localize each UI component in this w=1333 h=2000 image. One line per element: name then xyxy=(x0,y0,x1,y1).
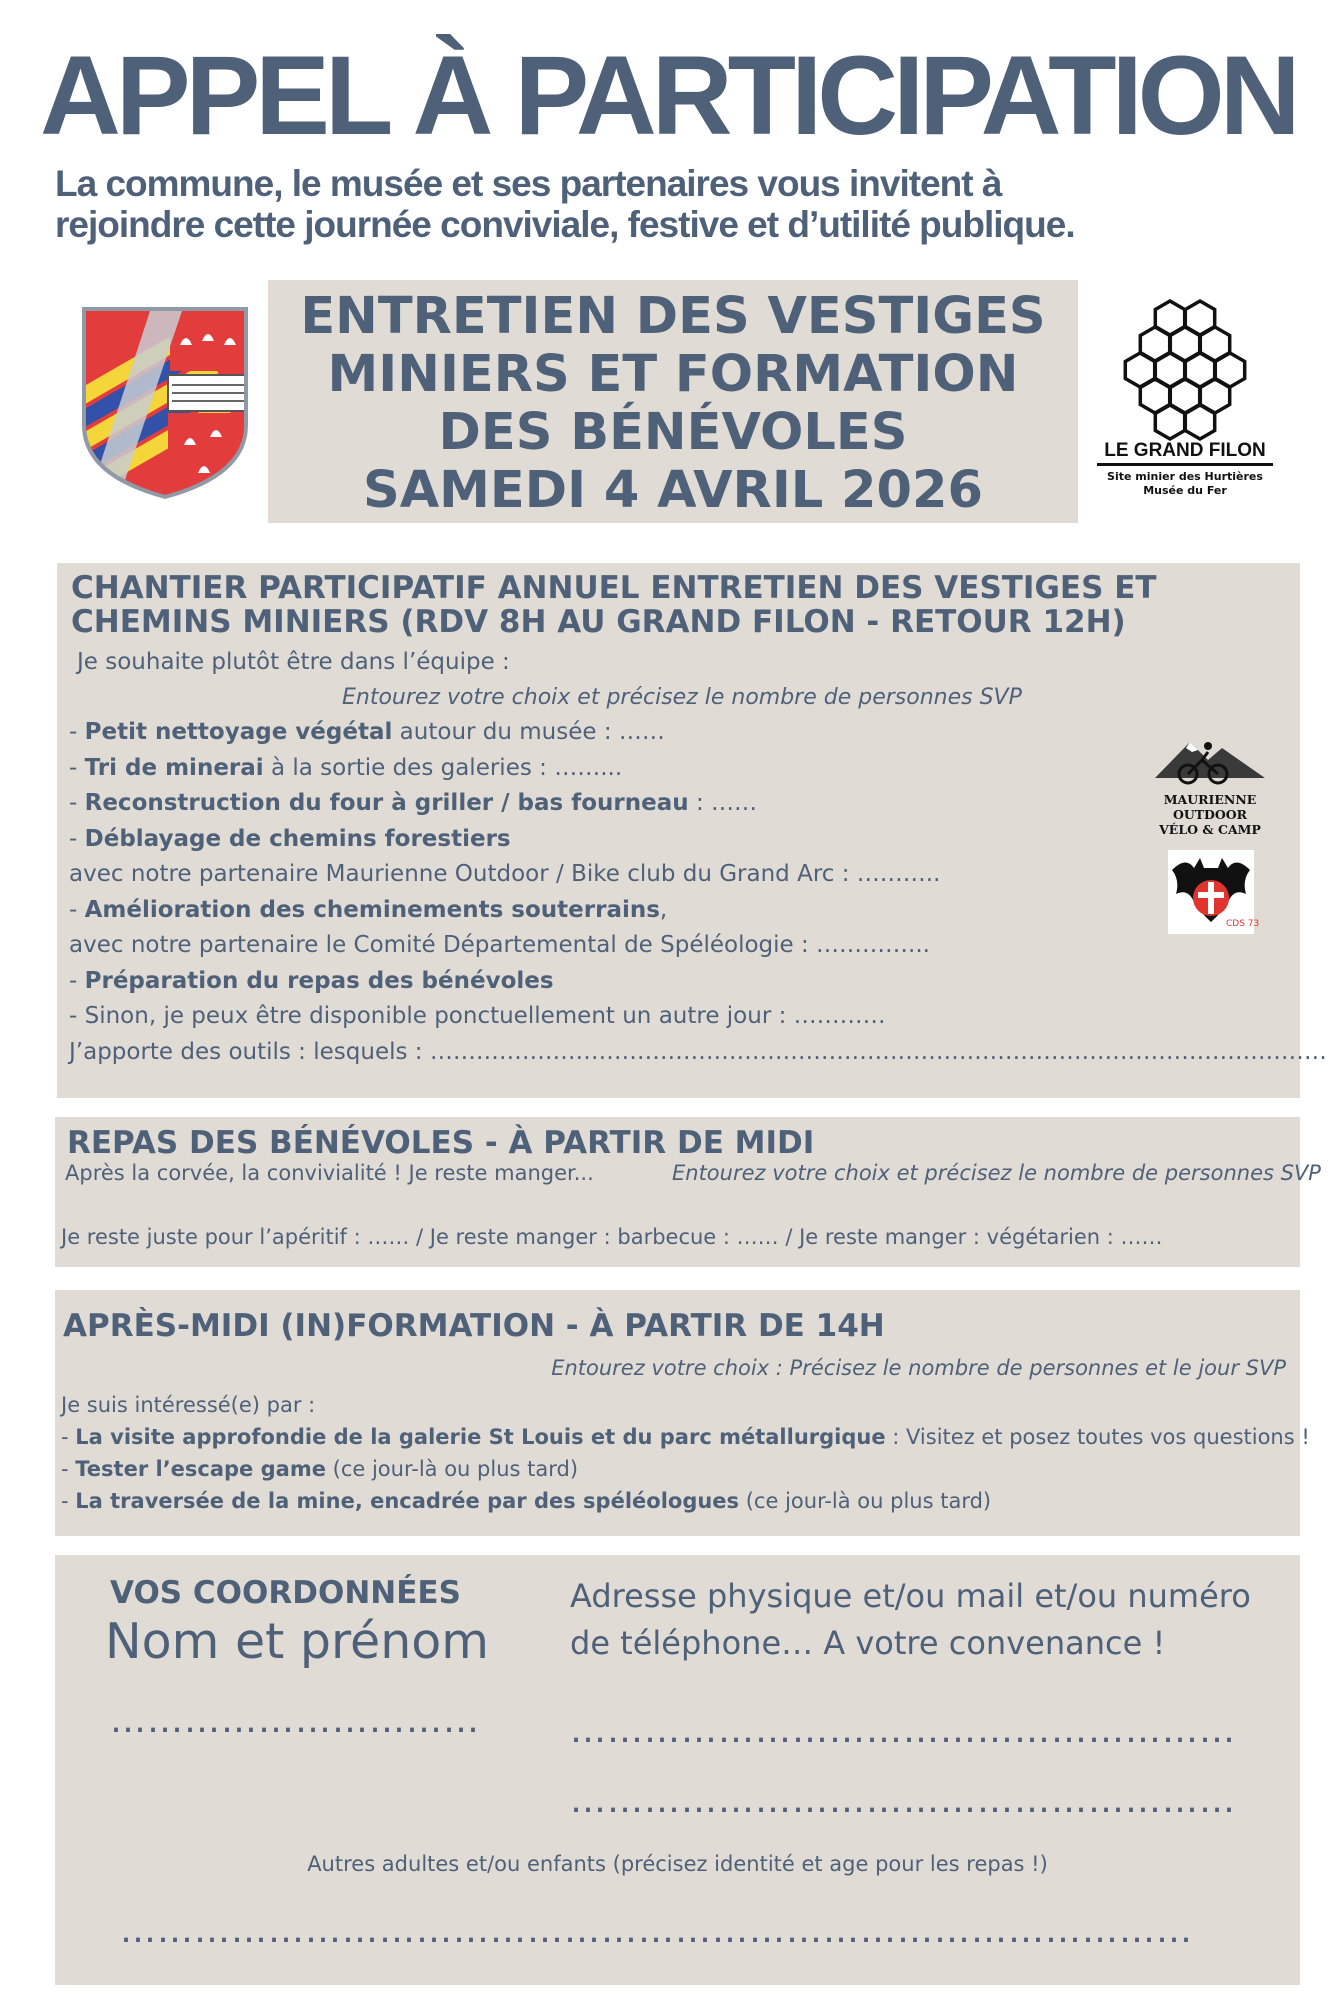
subtitle xyxy=(55,163,1305,245)
event-line: MINIERS ET FORMATION xyxy=(327,345,1019,404)
contact-field[interactable]: ……………………………………………… xyxy=(570,1780,1236,1821)
apres-midi-item: - La visite approfondie de la galerie St Louis et du parc métallurgique : Visitez et posez toutes vos questions ! xyxy=(61,1425,1310,1449)
chantier-item: - Tri de minerai à la sortie des galeries : ……... xyxy=(69,754,623,781)
chantier-intro: Je souhaite plutôt être dans l’équipe : xyxy=(77,649,510,675)
repas-instruction: Entourez votre choix et précisez le nombre de personnes SVP xyxy=(672,1161,1321,1185)
apres-midi-instruction: Entourez votre choix : Précisez le nombre de personnes et le jour SVP xyxy=(551,1356,1286,1380)
contact-label xyxy=(570,1573,1251,1667)
repas-title: REPAS DES BÉNÉVOLES - À PARTIR DE MIDI xyxy=(67,1125,815,1161)
contact-label-line: de téléphone… A votre convenance ! xyxy=(570,1624,1166,1662)
grand-filon-logo xyxy=(1090,298,1280,508)
event-date: SAMEDI 4 AVRIL 2026 xyxy=(362,461,984,520)
chantier-item: - Reconstruction du four à griller / bas fourneau : …… xyxy=(69,790,758,816)
event-banner xyxy=(268,280,1078,523)
divider xyxy=(1097,463,1273,466)
chantier-title-line: CHANTIER PARTICIPATIF ANNUEL ENTRETIEN DES VESTIGES ET xyxy=(71,570,1157,606)
apres-midi-intro: Je suis intéressé(e) par : xyxy=(61,1393,316,1417)
maurienne-outdoor-logo xyxy=(1135,728,1285,837)
event-line: ENTRETIEN DES VESTIGES xyxy=(300,287,1046,346)
chantier-instruction: Entourez votre choix et précisez le nombre de personnes SVP xyxy=(342,685,1022,710)
hexagon-grid-icon xyxy=(1110,298,1260,434)
chantier-item: J’apporte des outils : lesquels : ……………………………………………………………………………………………………… xyxy=(69,1038,1327,1065)
grand-filon-sub: Musée du Fer xyxy=(1143,484,1227,497)
subtitle-line: La commune, le musée et ses partenaires vous invitent à xyxy=(55,163,1002,204)
cds-label: CDS 73 xyxy=(1226,919,1260,929)
cds-speleology-logo xyxy=(1168,850,1260,934)
maurienne-name: MAURIENNE OUTDOOR xyxy=(1163,792,1257,822)
event-line: DES BÉNÉVOLES xyxy=(438,403,908,462)
others-label: Autres adultes et/ou enfants (précisez identité et age pour les repas !) xyxy=(307,1852,1048,1876)
chantier-section xyxy=(57,563,1327,1098)
chantier-title xyxy=(71,571,1157,639)
chantier-item: - Déblayage de chemins forestiers xyxy=(69,825,511,852)
chantier-item: avec notre partenaire Maurienne Outdoor / Bike club du Grand Arc : ……….. xyxy=(69,861,941,887)
chantier-item: - Sinon, je peux être disponible ponctuellement un autre jour : ………… xyxy=(69,1003,886,1029)
repas-options: Je reste juste pour l’apéritif : …… / Je reste manger : barbecue : …… / Je reste manger : végétarien : …… xyxy=(61,1225,1163,1249)
others-field[interactable]: …………………………………………………………………………… xyxy=(120,1910,1193,1951)
mountain-bike-icon xyxy=(1150,728,1270,788)
chantier-item: avec notre partenaire le Comité Départemental de Spéléologie : …………... xyxy=(69,932,930,958)
repas-intro: Après la corvée, la convivialité ! Je reste manger... xyxy=(65,1161,594,1185)
chantier-item: - Petit nettoyage végétal autour du musée : …… xyxy=(69,719,665,745)
name-field[interactable]: ………………………… xyxy=(110,1700,480,1741)
contact-field[interactable]: ……………………………………………… xyxy=(570,1710,1236,1751)
name-label: Nom et prénom xyxy=(105,1613,489,1670)
apres-midi-item: - Tester l’escape game (ce jour-là ou plus tard) xyxy=(61,1457,579,1481)
coat-of-arms-logo xyxy=(80,305,250,500)
subtitle-line: rejoindre cette journée conviviale, festive et d’utilité publique. xyxy=(55,204,1075,245)
chantier-item: - Préparation du repas des bénévoles xyxy=(69,967,554,994)
chantier-item: - Amélioration des cheminements souterrains, xyxy=(69,896,668,923)
coordonnees-title: VOS COORDONNÉES xyxy=(110,1575,461,1611)
apres-midi-list xyxy=(61,1421,1310,1517)
apres-midi-item: - La traversée de la mine, encadrée par des spéléologues (ce jour-là ou plus tard) xyxy=(61,1489,992,1513)
grand-filon-name: LE GRAND FILON xyxy=(1104,440,1266,461)
chantier-title-line: CHEMINS MINIERS (RDV 8H AU GRAND FILON - RETOUR 12H) xyxy=(71,604,1126,640)
maurienne-sub: VÉLO & CAMP xyxy=(1159,822,1261,837)
repas-section xyxy=(55,1117,1321,1267)
apres-midi-section xyxy=(55,1290,1310,1536)
grand-filon-sub: Site minier des Hurtières xyxy=(1107,470,1263,483)
coordonnees-section xyxy=(55,1555,1300,1985)
page-title: APPEL À PARTICIPATION xyxy=(40,33,1296,158)
contact-label-line: Adresse physique et/ou mail et/ou numéro xyxy=(570,1577,1251,1615)
apres-midi-title: APRÈS-MIDI (IN)FORMATION - À PARTIR DE 14H xyxy=(63,1308,885,1344)
